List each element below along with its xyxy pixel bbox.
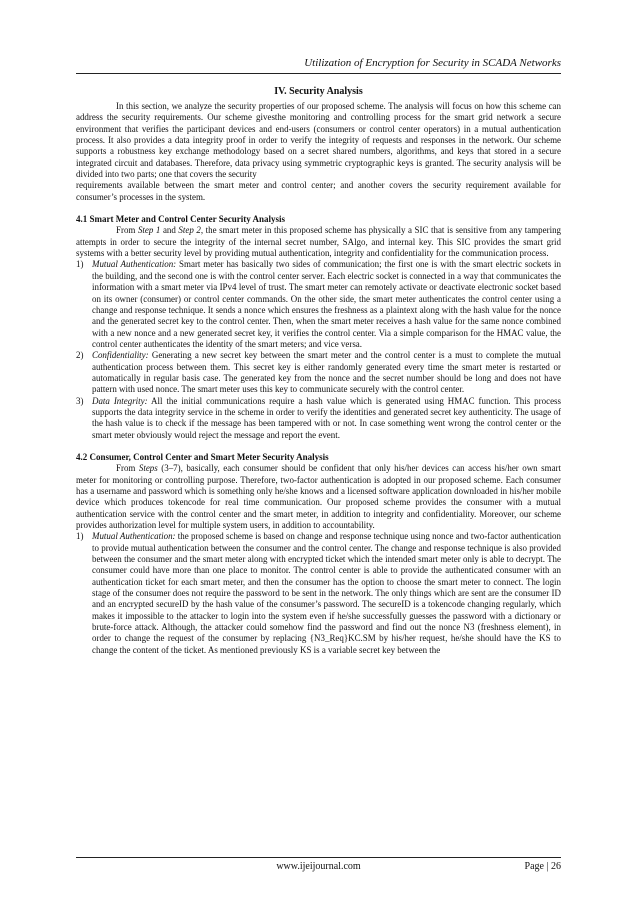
- item-term: Mutual Authentication:: [92, 531, 176, 542]
- list-item: [76, 531, 561, 656]
- subsection-4-1-intro: [76, 225, 561, 259]
- subsection-heading-4-1: 4.1 Smart Meter and Control Center Security Analysis: [76, 214, 285, 225]
- item-text: the proposed scheme is based on change and response technique using nonce and two-factor authentication to provide mutual authentication between the consumer and the control center. The change and response technique is also provided between the consumer and the smart meter along with encrypted ticket which the intended smart meter only is able to decrypt. The consumer could have more than one place to monitor. The control center is able to provide the authenticated consumer with an authentication ticket for each smart meter, and then the consumer has the option to choose the smart meter to connect. The login stage of the consumer does not require the password to be sent in the network. The only things which are sent are the consumer ID and an encrypted secureID by the hash value of the consumer’s password. The secureID is a tokencode changing regularly, which makes it impossible to the attacker to login into the system even if he/she successfully guesses the password with a dictionary or brute-force attack. Although, the attacker could somehow find the password and find out the nonce N3 (freshness element), in order to change the request of the consumer by replacing {N3_Req}KC.SM by his/her request, he/she should have the KS to change the content of the ticket. As mentioned previously KS is a variable secret key between the: [92, 531, 561, 655]
- subsection-4-2-intro: [76, 463, 561, 531]
- text-run: From: [116, 225, 138, 236]
- subsection-heading-4-2: 4.2 Consumer, Control Center and Smart Meter Security Analysis: [76, 451, 329, 462]
- section-title: IV. Security Analysis: [274, 86, 363, 97]
- intro-paragraph-continued: requirements available between the smart meter and control center; and another covers the security requirement available for consumer’s processes in the system.: [76, 180, 561, 202]
- page-number: Page | 26: [524, 861, 561, 872]
- step-ref: Step 1: [137, 225, 161, 236]
- item-number: 3): [76, 395, 84, 406]
- step-ref: Steps: [138, 463, 158, 474]
- step-ref: Step 2: [178, 225, 201, 236]
- running-header: Utilization of Encryption for Security in SCADA Networks: [304, 57, 561, 69]
- item-number: 1): [76, 259, 84, 270]
- item-term: Data Integrity:: [92, 395, 148, 406]
- item-term: Mutual Authentication:: [92, 259, 177, 270]
- item-term: Confidentiality:: [92, 350, 149, 361]
- item-number: 1): [76, 531, 84, 542]
- list-4-1: [76, 259, 561, 441]
- list-item: [76, 350, 561, 395]
- item-text: All the initial communications require a hash value which is generated using HMAC function. This process supports the data integrity service in the scheme in order to verify the identities and generated secret key authenticity. The usage of the hash value is to check if the message has been tampered with or not. In case something went wrong the control center or the smart meter obviously would reject the message and report the event.: [92, 395, 561, 440]
- intro-paragraph: In this section, we analyze the security properties of our proposed scheme. The analysis will focus on how this scheme can address the security requirements. Our scheme givesthe monitoring and controlling process for the smart grid network a secure environment that verifies the participant devices and end-users (consumers or control center operators) in a mutual authentication process. It also provides a data integrity proof in order to verify the integrity of requests and responses in the network. Our scheme supports a robustness key exchange methodology based on a secret shared numbers, algorithms, and keys that stored in a secure integrated circuit and databases. Therefore, data privacy using symmetric cryptographic keys is granted. The security analysis will be divided into two parts; one that covers the security: [76, 101, 561, 180]
- footer-rule: [76, 857, 561, 858]
- item-text: Smart meter has basically two sides of communication; the first one is with the smart electric sockets in the building, and the second one is with the control center server. Each electric socket is connected in a way that communicates the information with a smart meter via IPv4 level of trust. The smart meter can remotely activate or deactivate electronic socket based on its owner (consumer) or control center commands. On the other side, the smart meter authenticates the control center using a change and response technique. It sends a nonce which ensures the freshness as a plaintext along with the hash value for the nonce and the generated secret key to the control center. Then, when the smart meter receives a hash value for the same nonce combined with a new nonce and a new generated secret key, it verifies the control center. Via a simple comparison for the HMAC value, the control center authenticates the identity of the smart meters; and vice versa.: [92, 259, 561, 349]
- text-run: , the smart meter in this proposed scheme has physically a SIC that is sensitive from any tampering attempts in order to secure the integrity of the internal secret number, SAlgo, and internal key. This SIC provides the smart grid systems with a better security level by providing mutual authentication, integrity and confidentiality for the communication process.: [76, 225, 562, 259]
- list-4-2: [76, 531, 561, 656]
- page-body: [76, 85, 561, 656]
- list-item: [76, 396, 561, 441]
- list-item: [76, 259, 561, 350]
- footer-website: www.ijeijournal.com: [276, 861, 361, 872]
- text-run: From: [116, 463, 139, 474]
- header-rule: [76, 73, 561, 74]
- item-text: Generating a new secret key between the smart meter and the control center is a must to complete the mutual authentication process between them. This secret key is either randomly generated every time the smart meter is restarted or automatically in regular basis case. The generated key from the nonce and the secret number should be long and does not have pattern with used nonce. The smart meter uses this key to communicate securely with the control center.: [92, 350, 561, 395]
- item-number: 2): [76, 350, 84, 361]
- text-run: and: [160, 225, 179, 236]
- text-run: (3–7), basically, each consumer should be confident that only his/her devices can access his/her own smart meter for monitoring or controlling purpose. Therefore, two-factor authentication is adopted in our proposed scheme. Each consumer has a username and password which is something only he/she knows and a licensed software application downloaded in his/her mobile device which produces tokencode for real time communication. Our proposed scheme provides the consumer with a mutual authentication service with the control center and the smart meter, in addition to integrity and confidentiality. Moreover, our scheme provides authorization level for multiple system users, in addition to accountability.: [76, 463, 561, 531]
